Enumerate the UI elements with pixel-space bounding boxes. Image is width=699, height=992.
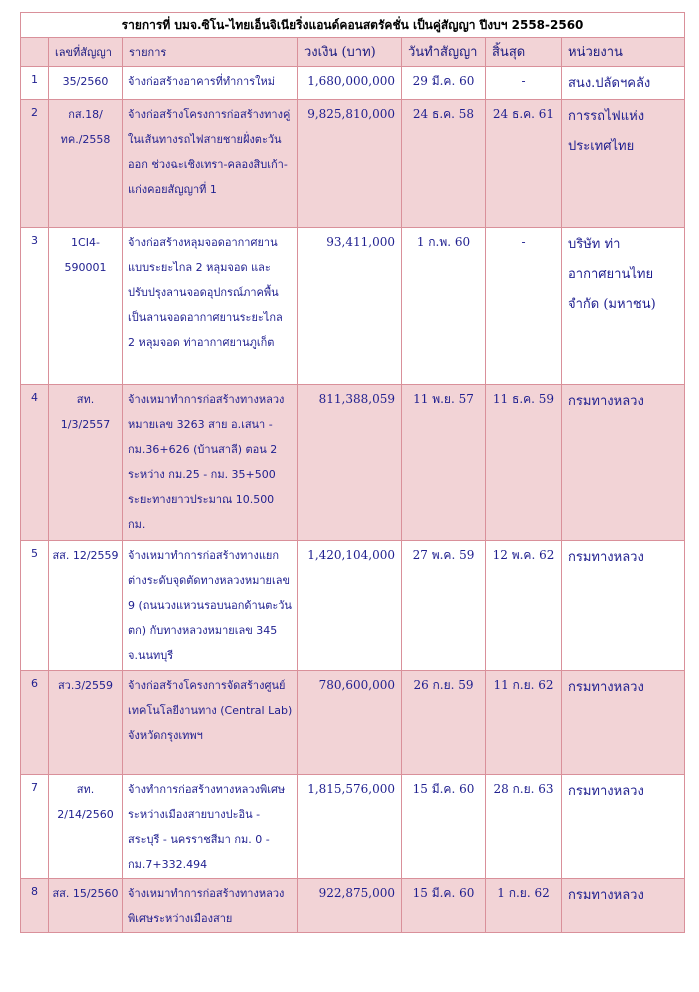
row-number: 8	[21, 879, 49, 933]
amount: 9,825,810,000	[298, 100, 402, 228]
contract-number: สส. 15/2560	[49, 879, 123, 933]
row-number: 2	[21, 100, 49, 228]
amount: 780,600,000	[298, 671, 402, 775]
table-body	[21, 67, 685, 933]
end-date: 24 ธ.ค. 61	[486, 100, 562, 228]
document	[20, 12, 684, 933]
agency: กรมทางหลวง	[562, 671, 685, 775]
end-date: 12 พ.ค. 62	[486, 541, 562, 671]
row-number: 1	[21, 67, 49, 100]
signed-date: 11 พ.ย. 57	[402, 385, 486, 541]
header-no	[21, 38, 49, 67]
contract-number: สท. 1/3/2557	[49, 385, 123, 541]
contract-number: 1CI4-590001	[49, 228, 123, 385]
agency: การรถไฟแห่งประเทศไทย	[562, 100, 685, 228]
agency: บริษัท ท่าอากาศยานไทย จำกัด (มหาชน)	[562, 228, 685, 385]
signed-date: 1 ก.พ. 60	[402, 228, 486, 385]
table-row	[21, 775, 685, 879]
table-row	[21, 228, 685, 385]
item-description: จ้างทำการก่อสร้างทางหลวงพิเศษระหว่างเมืองสายบางปะอิน - สระบุรี - นครราชสีมา กม. 0 - กม.7+332.494	[123, 775, 298, 879]
row-number: 5	[21, 541, 49, 671]
item-description: จ้างเหมาทำการก่อสร้างทางหลวงหมายเลข 3263 สาย อ.เสนา - กม.36+626 (บ้านสาลี) ตอน 2 ระหว่าง กม.25 - กม. 35+500 ระยะทางยาวประมาณ 10.500 กม.	[123, 385, 298, 541]
contract-number: 35/2560	[49, 67, 123, 100]
contract-number: สว.3/2559	[49, 671, 123, 775]
end-date: 11 ก.ย. 62	[486, 671, 562, 775]
table-title: รายการที่ บมจ.ซิโน-ไทยเอ็นจิเนียริ่งแอนด์คอนสตรัคชั่น เป็นคู่สัญญา ปีงบฯ 2558-2560	[21, 13, 685, 38]
table-row	[21, 671, 685, 775]
amount: 1,680,000,000	[298, 67, 402, 100]
amount: 811,388,059	[298, 385, 402, 541]
agency: กรมทางหลวง	[562, 385, 685, 541]
item-description: จ้างก่อสร้างโครงการจัดสร้างศูนย์เทคโนโลยีงานทาง (Central Lab) จังหวัดกรุงเทพฯ	[123, 671, 298, 775]
header-contract-no: เลขที่สัญญา	[49, 38, 123, 67]
contract-number: สท. 2/14/2560	[49, 775, 123, 879]
header-signed-date: วันทำสัญญา	[402, 38, 486, 67]
header-end-date: สิ้นสุด	[486, 38, 562, 67]
header-amount: วงเงิน (บาท)	[298, 38, 402, 67]
item-description: จ้างก่อสร้างหลุมจอดอากาศยานแบบระยะไกล 2 หลุมจอด และปรับปรุงลานจอดอุปกรณ์ภาคพื้นเป็นลานจอดอากาศยานระยะไกล 2 หลุมจอด ท่าอากาศยานภูเก็ต	[123, 228, 298, 385]
amount: 1,815,576,000	[298, 775, 402, 879]
agency: กรมทางหลวง	[562, 541, 685, 671]
table-row	[21, 385, 685, 541]
signed-date: 26 ก.ย. 59	[402, 671, 486, 775]
row-number: 6	[21, 671, 49, 775]
row-number: 3	[21, 228, 49, 385]
table-row	[21, 879, 685, 933]
table-row	[21, 541, 685, 671]
end-date: 1 ก.ย. 62	[486, 879, 562, 933]
contract-number: สส. 12/2559	[49, 541, 123, 671]
row-number: 4	[21, 385, 49, 541]
item-description: จ้างก่อสร้างอาคารที่ทำการใหม่	[123, 67, 298, 100]
contract-number: กส.18/ทค./2558	[49, 100, 123, 228]
header-item: รายการ	[123, 38, 298, 67]
table-row	[21, 67, 685, 100]
header-agency: หน่วยงาน	[562, 38, 685, 67]
agency: กรมทางหลวง	[562, 879, 685, 933]
row-number: 7	[21, 775, 49, 879]
header-row	[21, 38, 685, 67]
agency: กรมทางหลวง	[562, 775, 685, 879]
item-description: จ้างเหมาทำการก่อสร้างทางแยกต่างระดับจุดตัดทางหลวงหมายเลข 9 (ถนนวงแหวนรอบนอกด้านตะวันตก) กับทางหลวงหมายเลข 345 จ.นนทบุรี	[123, 541, 298, 671]
end-date: -	[486, 228, 562, 385]
signed-date: 24 ธ.ค. 58	[402, 100, 486, 228]
agency: สนง.ปลัดฯคลัง	[562, 67, 685, 100]
signed-date: 15 มี.ค. 60	[402, 775, 486, 879]
item-description: จ้างเหมาทำการก่อสร้างทางหลวงพิเศษระหว่างเมืองสาย	[123, 879, 298, 933]
signed-date: 29 มี.ค. 60	[402, 67, 486, 100]
amount: 1,420,104,000	[298, 541, 402, 671]
end-date: 11 ธ.ค. 59	[486, 385, 562, 541]
signed-date: 27 พ.ค. 59	[402, 541, 486, 671]
item-description: จ้างก่อสร้างโครงการก่อสร้างทางคู่ในเส้นทางรถไฟสายชายฝั่งตะวันออก ช่วงฉะเชิงเทรา-คลองสิบเก้า-แก่งคอยสัญญาที่ 1	[123, 100, 298, 228]
end-date: -	[486, 67, 562, 100]
signed-date: 15 มี.ค. 60	[402, 879, 486, 933]
contracts-table	[20, 12, 685, 933]
amount: 93,411,000	[298, 228, 402, 385]
end-date: 28 ก.ย. 63	[486, 775, 562, 879]
table-row	[21, 100, 685, 228]
amount: 922,875,000	[298, 879, 402, 933]
